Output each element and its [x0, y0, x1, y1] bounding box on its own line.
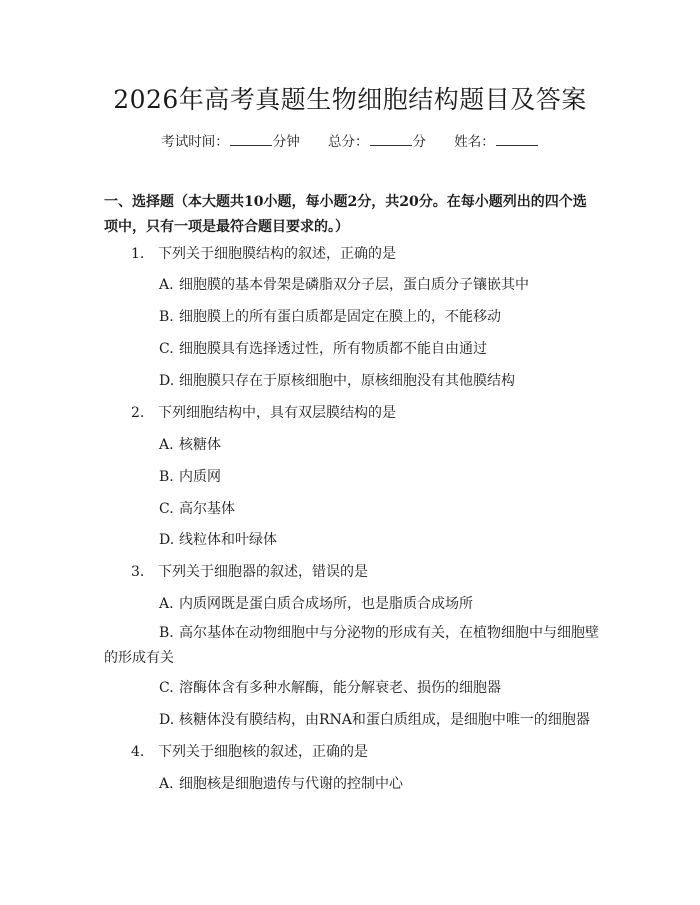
question-stem: 下列细胞结构中，具有双层膜结构的是: [158, 405, 396, 421]
option-text: 核糖体没有膜结构，由RNA和蛋白质组成，是细胞中唯一的细胞器: [179, 712, 590, 728]
option-text: 细胞膜只存在于原核细胞中，原核细胞没有其他膜结构: [179, 373, 515, 389]
q3-option-b[interactable]: [104, 621, 600, 671]
option-letter: B.: [159, 625, 174, 641]
option-letter: A.: [159, 437, 174, 453]
option-text: 线粒体和叶绿体: [179, 532, 277, 548]
question-number: 4.: [131, 744, 145, 760]
option-text: 细胞膜的基本骨架是磷脂双分子层，蛋白质分子镶嵌其中: [179, 277, 529, 293]
option-text: 细胞膜具有选择透过性，所有物质都不能自由通过: [179, 341, 487, 357]
option-letter: C.: [159, 501, 174, 517]
question-3: [131, 562, 368, 582]
question-2: [131, 403, 396, 423]
option-letter: D.: [159, 712, 175, 728]
q3-option-c[interactable]: [159, 678, 501, 698]
q4-option-a[interactable]: [159, 774, 403, 794]
name-blank[interactable]: [496, 131, 538, 146]
time-label: 考试时间：: [161, 134, 229, 150]
q2-option-c[interactable]: [159, 499, 235, 519]
option-letter: D.: [159, 373, 175, 389]
question-stem: 下列关于细胞核的叙述，正确的是: [158, 744, 368, 760]
q2-option-d[interactable]: [159, 530, 277, 550]
option-text: 细胞膜上的所有蛋白质都是固定在膜上的，不能移动: [179, 309, 501, 325]
q2-option-a[interactable]: [159, 435, 221, 455]
option-text: 内质网既是蛋白质合成场所，也是脂质合成场所: [179, 596, 473, 612]
option-text: 核糖体: [179, 437, 221, 453]
section-heading: 一、选择题（本大题共10小题，每小题2分，共20分。在每小题列出的四个选项中，只有一项是最符合题目要求的。）: [104, 194, 587, 235]
q1-option-d[interactable]: [159, 371, 515, 391]
total-score-field: [328, 131, 426, 152]
option-letter: B.: [159, 309, 174, 325]
name-field: [454, 131, 539, 152]
score-blank[interactable]: [370, 131, 412, 146]
option-text: 溶酶体含有多种水解酶，能分解衰老、损伤的细胞器: [179, 680, 501, 696]
option-text: 细胞核是细胞遗传与代谢的控制中心: [179, 776, 403, 792]
exam-time-field: [161, 131, 300, 152]
option-text: 高尔基体: [179, 501, 235, 517]
option-letter: A.: [159, 596, 174, 612]
score-label: 总分：: [328, 134, 369, 150]
q2-option-b[interactable]: [159, 467, 221, 487]
question-1: [131, 244, 396, 264]
question-number: 1.: [131, 246, 145, 262]
page-title: 2026年高考真题生物细胞结构题目及答案: [113, 85, 587, 114]
question-stem: 下列关于细胞器的叙述，错误的是: [158, 564, 368, 580]
question-4: [131, 742, 368, 762]
name-label: 姓名：: [454, 134, 495, 150]
question-stem: 下列关于细胞膜结构的叙述，正确的是: [158, 246, 396, 262]
option-letter: A.: [159, 277, 174, 293]
q3-option-a[interactable]: [159, 594, 473, 614]
q1-option-b[interactable]: [159, 307, 501, 327]
question-number: 3.: [131, 564, 145, 580]
question-number: 2.: [131, 405, 145, 421]
time-unit: 分钟: [272, 134, 300, 150]
score-unit: 分: [412, 134, 426, 150]
option-letter: B.: [159, 469, 174, 485]
option-letter: C.: [159, 341, 174, 357]
option-letter: D.: [159, 532, 175, 548]
q3-option-d[interactable]: [159, 710, 590, 730]
q1-option-a[interactable]: [159, 275, 529, 295]
option-text: 高尔基体在动物细胞中与分泌物的形成有关，在植物细胞中与细胞壁的形成有关: [104, 625, 599, 666]
option-text: 内质网: [179, 469, 221, 485]
time-blank[interactable]: [230, 131, 272, 146]
option-letter: C.: [159, 680, 174, 696]
option-letter: A.: [159, 776, 174, 792]
exam-info-line: [0, 131, 700, 152]
q1-option-c[interactable]: [159, 339, 487, 359]
